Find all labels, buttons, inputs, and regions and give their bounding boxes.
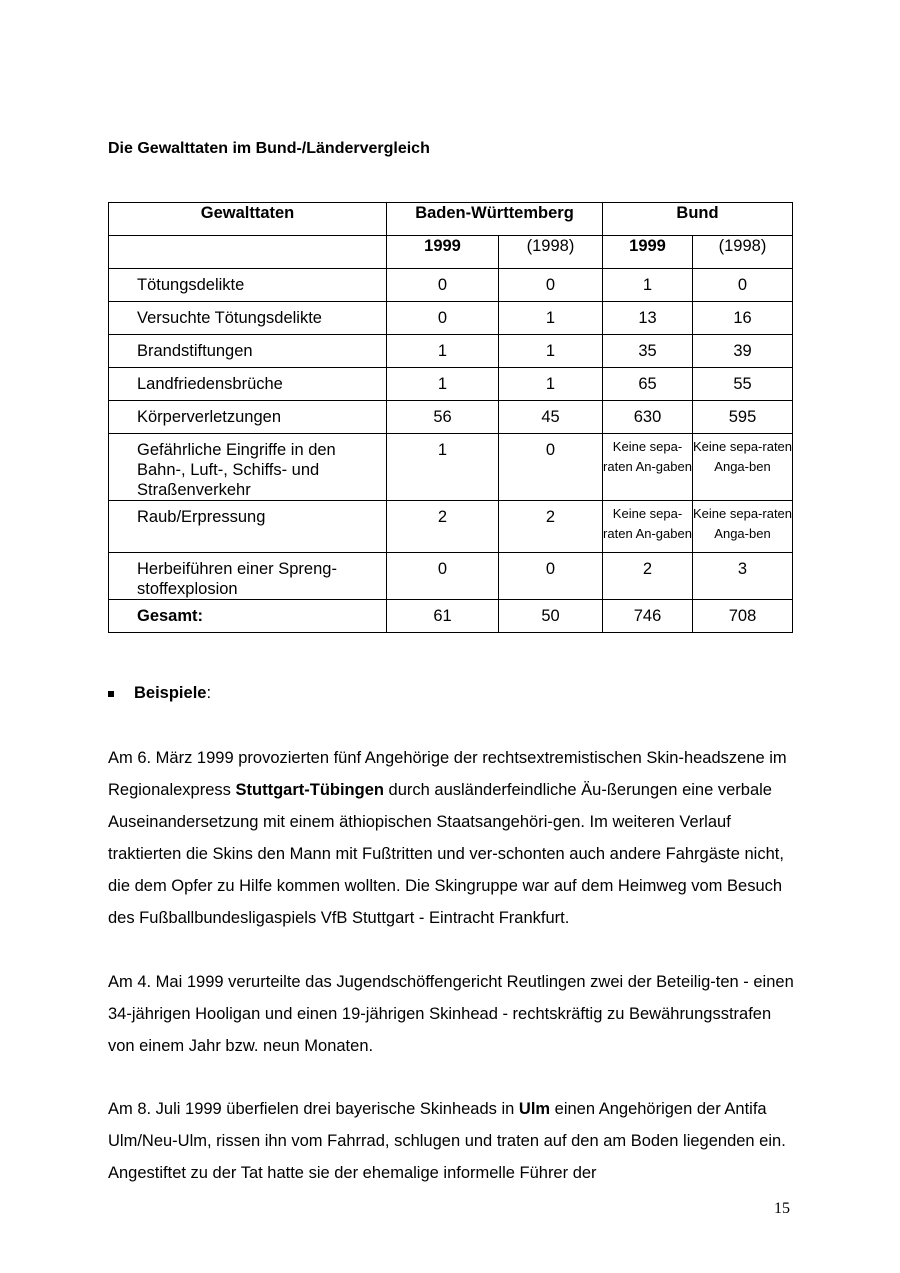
total-bund-1998: 708 xyxy=(693,600,793,633)
column-group-bund: Bund xyxy=(603,203,793,236)
cell-bund-1999: Keine sepa-raten An-gaben xyxy=(603,501,693,553)
examples-colon: : xyxy=(206,684,212,702)
cell-bund-1998: 16 xyxy=(693,302,793,335)
cell-bund-1998: 0 xyxy=(693,269,793,302)
table-row xyxy=(109,434,793,501)
paragraph-verdict: Am 4. Mai 1999 verurteilte das Jugendschöffengericht Reutlingen zwei der Beteilig-ten - einen 34-jährigen Hooligan und einen 19-jährigen Skinhead - rechtskräftig zu Bewährungsstrafen von einem Jahr bzw. neun Monaten. xyxy=(108,973,794,1055)
cell-bund-1998: 39 xyxy=(693,335,793,368)
cell-bw-1999: 1 xyxy=(387,335,499,368)
cell-bw-1999: 56 xyxy=(387,401,499,434)
table-subheader-row xyxy=(109,236,793,269)
row-label: Brandstiftungen xyxy=(109,335,387,368)
year-1998-bw: (1998) xyxy=(499,236,603,269)
cell-bw-1999: 1 xyxy=(387,368,499,401)
cell-bund-1998: 3 xyxy=(693,553,793,600)
cell-bund-1998: Keine sepa-raten Anga-ben xyxy=(693,434,793,501)
total-bw-1999: 61 xyxy=(387,600,499,633)
year-1999-bund: 1999 xyxy=(603,236,693,269)
cell-bund-1999: 13 xyxy=(603,302,693,335)
cell-bw-1998: 0 xyxy=(499,269,603,302)
empty-cell xyxy=(109,236,387,269)
paragraph-text: Am 8. Juli 1999 überfielen drei bayerische Skinheads in xyxy=(108,1100,519,1118)
cell-bw-1998: 0 xyxy=(499,553,603,600)
table-header-row xyxy=(109,203,793,236)
cell-bw-1999: 0 xyxy=(387,302,499,335)
year-1999-bw: 1999 xyxy=(387,236,499,269)
table-row xyxy=(109,401,793,434)
cell-bw-1998: 0 xyxy=(499,434,603,501)
section-heading: Die Gewalttaten im Bund-/Ländervergleich xyxy=(108,140,430,157)
cell-bw-1999: 0 xyxy=(387,269,499,302)
cell-bund-1998: Keine sepa-raten Anga-ben xyxy=(693,501,793,553)
row-label: Landfriedensbrüche xyxy=(109,368,387,401)
cell-bund-1998: 595 xyxy=(693,401,793,434)
cell-bw-1998: 1 xyxy=(499,302,603,335)
column-group-bw: Baden-Württemberg xyxy=(387,203,603,236)
table-total-row xyxy=(109,600,793,633)
cell-bund-1999: 2 xyxy=(603,553,693,600)
table-row xyxy=(109,302,793,335)
row-label: Herbeiführen einer Spreng-stoffexplosion xyxy=(109,553,387,600)
table-row xyxy=(109,335,793,368)
cell-bw-1999: 1 xyxy=(387,434,499,501)
table-row xyxy=(109,368,793,401)
table-row xyxy=(109,269,793,302)
table-row xyxy=(109,501,793,553)
row-label: Tötungsdelikte xyxy=(109,269,387,302)
cell-bund-1998: 55 xyxy=(693,368,793,401)
cell-bw-1998: 45 xyxy=(499,401,603,434)
paragraph-text: Am 6. März 1999 provozierten fünf Angehörige der rechtsextremistischen Skin-headszene im Regionalexpress xyxy=(108,749,787,799)
total-label: Gesamt: xyxy=(109,600,387,633)
examples-bullet xyxy=(108,684,211,703)
year-1998-bund: (1998) xyxy=(693,236,793,269)
cell-bund-1999: 630 xyxy=(603,401,693,434)
row-label: Versuchte Tötungsdelikte xyxy=(109,302,387,335)
total-bw-1998: 50 xyxy=(499,600,603,633)
cell-bw-1998: 2 xyxy=(499,501,603,553)
cell-bw-1998: 1 xyxy=(499,368,603,401)
cell-bund-1999: 65 xyxy=(603,368,693,401)
cell-bw-1999: 2 xyxy=(387,501,499,553)
table-row xyxy=(109,553,793,600)
examples-label: Beispiele xyxy=(134,684,207,702)
cell-bund-1999: 35 xyxy=(603,335,693,368)
cell-bund-1999: Keine sepa-raten An-gaben xyxy=(603,434,693,501)
cell-bw-1998: 1 xyxy=(499,335,603,368)
paragraph-emphasis: Stuttgart-Tübingen xyxy=(235,781,384,799)
page-number: 15 xyxy=(774,1200,790,1217)
row-label: Körperverletzungen xyxy=(109,401,387,434)
square-bullet-icon xyxy=(108,691,114,697)
column-head-offense: Gewalttaten xyxy=(109,203,387,236)
violence-comparison-table xyxy=(108,202,793,633)
paragraph-text: einen Angehörigen der Antifa Ulm/Neu-Ulm, rissen ihn vom Fahrrad, schlugen und traten auf den am Boden liegenden ein. Angestiftet zu der Tat hatte sie der ehemalige informelle Führer der xyxy=(108,1100,786,1182)
cell-bund-1999: 1 xyxy=(603,269,693,302)
total-bund-1999: 746 xyxy=(603,600,693,633)
paragraph-emphasis: Ulm xyxy=(518,1100,551,1118)
paragraph-ulm xyxy=(108,1093,798,1189)
row-label: Raub/Erpressung xyxy=(109,501,387,553)
cell-bw-1999: 0 xyxy=(387,553,499,600)
row-label: Gefährliche Eingriffe in den Bahn-, Luft-, Schiffs- und Straßenverkehr xyxy=(109,434,387,501)
paragraph-stuttgart xyxy=(108,742,798,934)
paragraph-text: durch ausländerfeindliche Äu-ßerungen eine verbale Auseinandersetzung mit einem äthiopischen Staatsangehöri-gen. Im weiteren Verlauf traktierten die Skins den Mann mit Fußtritten und ver-schonten auch andere Fahrgäste nicht, die dem Opfer zu Hilfe kommen wollten. Die Skingruppe war auf dem Heimweg vom Besuch des Fußballbundesligaspiels VfB Stuttgart - Eintracht Frankfurt. xyxy=(108,781,784,927)
